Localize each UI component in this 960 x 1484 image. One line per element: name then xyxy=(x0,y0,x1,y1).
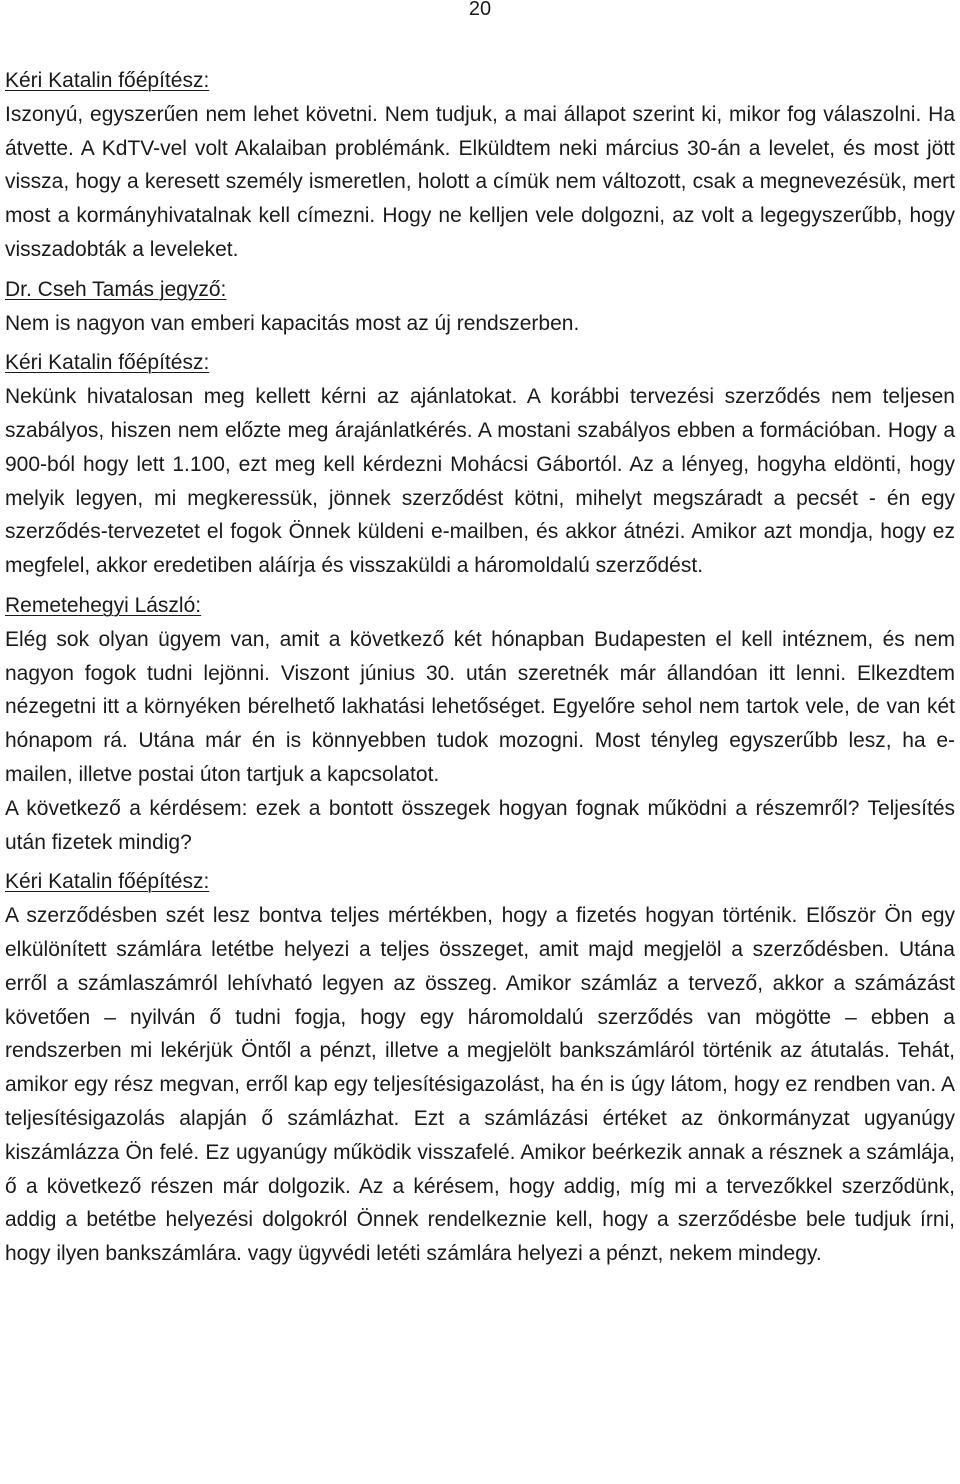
speech-paragraph: Nekünk hivatalosan meg kellett kérni az ajánlatokat. A korábbi tervezési szerződés nem teljesen szabályos, hiszen nem előzte meg árajánlatkérés. A mostani szabályos ebben a formációban. Hogy a 900-ból hogy lett 1.100, ezt meg kell kérdezni Mohácsi Gábortól. Az a lényeg, hogyha eldönti, hogy melyik legyen, mi megkeressük, jönnek szerződést kötni, mihelyt megszáradt a pecsét - én egy szerződés-tervezetet el fogok Önnek küldeni e-mailben, és akkor átnézi. Amikor azt mondja, hogy ez megfelel, akkor eredetiben aláírja és visszaküldi a háromoldalú szerződést. xyxy=(5,385,955,578)
speech-block xyxy=(5,346,955,583)
speech-paragraph: Nem is nagyon van emberi kapacitás most az új rendszerben. xyxy=(5,311,580,335)
speech-paragraph: Elég sok olyan ügyem van, amit a következő két hónapban Budapesten el kell intéznem, és nem nagyon fogok tudni lejönni. Viszont június 30. után szeretnék már állandóan itt lenni. Elkezdtem nézegetni itt a környéken bérelhető lakhatási lehetőséget. Egyelőre sehol nem tartok vele, de van két hónapom rá. Utána már én is könnyebben tudok mozogni. Most tényleg egyszerűbb lesz, ha e-mailen, illetve postai úton tartjuk a kapcsolatot. xyxy=(5,627,955,786)
speech-block xyxy=(5,589,955,859)
speech-block xyxy=(5,865,955,1271)
speech-block xyxy=(5,64,955,267)
speech-paragraph: A szerződésben szét lesz bontva teljes mértékben, hogy a fizetés hogyan történik. Először Ön egy elkülönített számlára letétbe helyezi a teljes összeget, amit majd megjelöl a szerződésben. Utána erről a számlaszámról lehívható legyen az összeg. Amikor számláz a tervező, akkor a számázást követően – nyilván ő tudni fogja, hogy egy háromoldalú szerződés van mögötte – ebben a rendszerben mi lekérjük Öntől a pénzt, illetve a megjelölt bankszámláról történik az átutalás. Tehát, amikor egy rész megvan, erről kap egy teljesítésigazolást, ha én is úgy látom, hogy ez rendben van. A teljesítésigazolás alapján ő számlázhat. Ezt a számlázási értéket az önkormányzat ugyanúgy kiszámlázza Ön felé. Ez ugyanúgy működik visszafelé. Amikor beérkezik annak a résznek a számlája, ő a következő részen már dolgozik. Az a kérésem, hogy addig, míg mi a tervezőkkel szerződünk, addig a betétbe helyezési dolgokról Önnek rendelkeznie kell, hogy a szerződésbe bele tudjuk írni, hogy ilyen bankszámlára. vagy ügyvédi letéti számlára helyezi a pénzt, nekem mindegy. xyxy=(5,904,955,1266)
speech-block xyxy=(5,273,955,341)
speaker-name: Kéri Katalin főépítész: xyxy=(5,351,210,375)
speech-paragraph: A következő a kérdésem: ezek a bontott összegek hogyan fognak működni a részemről? Teljesítés után fizetek mindig? xyxy=(5,796,955,854)
speaker-name: Remetehegyi László: xyxy=(5,593,202,617)
speech-paragraph: Iszonyú, egyszerűen nem lehet követni. Nem tudjuk, a mai állapot szerint ki, mikor fog válaszolni. Ha átvette. A KdTV-vel volt Akalaiban problémánk. Elküldtem neki március 30-án a levelet, és most jött vissza, hogy a keresett személy ismeretlen, holott a címük nem változott, csak a megnevezésük, mert most a kormányhivatalnak kell címezni. Hogy ne kelljen vele dolgozni, az volt a legegyszerűbb, hogy visszadobták a leveleket. xyxy=(5,102,955,261)
speaker-name: Dr. Cseh Tamás jegyző: xyxy=(5,277,227,301)
document-body xyxy=(5,64,955,1271)
speaker-name: Kéri Katalin főépítész: xyxy=(5,69,210,92)
page-number: 20 xyxy=(468,0,492,20)
speaker-name: Kéri Katalin főépítész: xyxy=(5,870,210,894)
